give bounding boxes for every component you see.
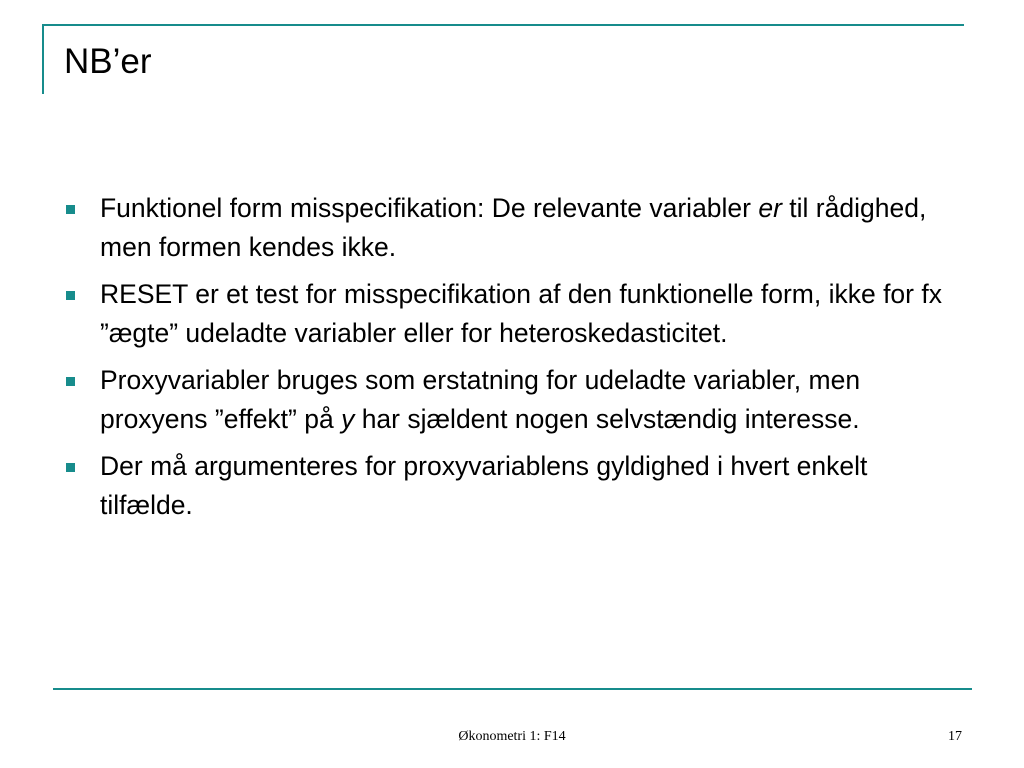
bullet-text-segment: til rådighed, men formen kendes ikke. [100,193,927,262]
bullet-list [60,189,960,533]
bullet-text [100,279,942,348]
footer-course-label: Økonometri 1: F14 [458,729,566,744]
slide-title: NB’er [64,42,152,81]
bullet-text [100,451,867,520]
bullet-item [60,361,960,438]
square-bullet-icon [66,463,75,472]
square-bullet-icon [66,291,75,300]
title-accent-vertical-line [42,24,44,94]
square-bullet-icon [66,377,75,386]
title-accent-horizontal-line [42,24,964,26]
bullet-item [60,275,960,352]
bullet-item [60,189,960,266]
page-number: 17 [948,729,962,744]
bullet-text-segment: Proxyvariabler bruges som erstatning for udeladte variabler, men proxyens ”effekt” på [100,365,861,434]
bullet-text-italic: er [758,193,782,223]
bullet-text-segment: Der må argumenteres for proxyvariablens gyldighed i hvert enkelt tilfælde. [100,451,868,520]
bullet-text-italic: y [341,403,355,434]
bullet-text-segment: RESET er et test for misspecifikation af den funktionelle form, ikke for fx ”ægte” udeladte variabler eller for heteroskedasticitet. [100,279,942,348]
square-bullet-icon [66,205,75,214]
footer-divider-line [53,688,972,690]
bullet-text-segment: Funktionel form misspecifikation: De relevante variabler [100,193,759,223]
bullet-text-segment: har sjældent nogen selvstændig interesse. [354,403,860,434]
bullet-text [100,365,860,434]
bullet-item [60,447,960,524]
bullet-text [100,193,926,262]
